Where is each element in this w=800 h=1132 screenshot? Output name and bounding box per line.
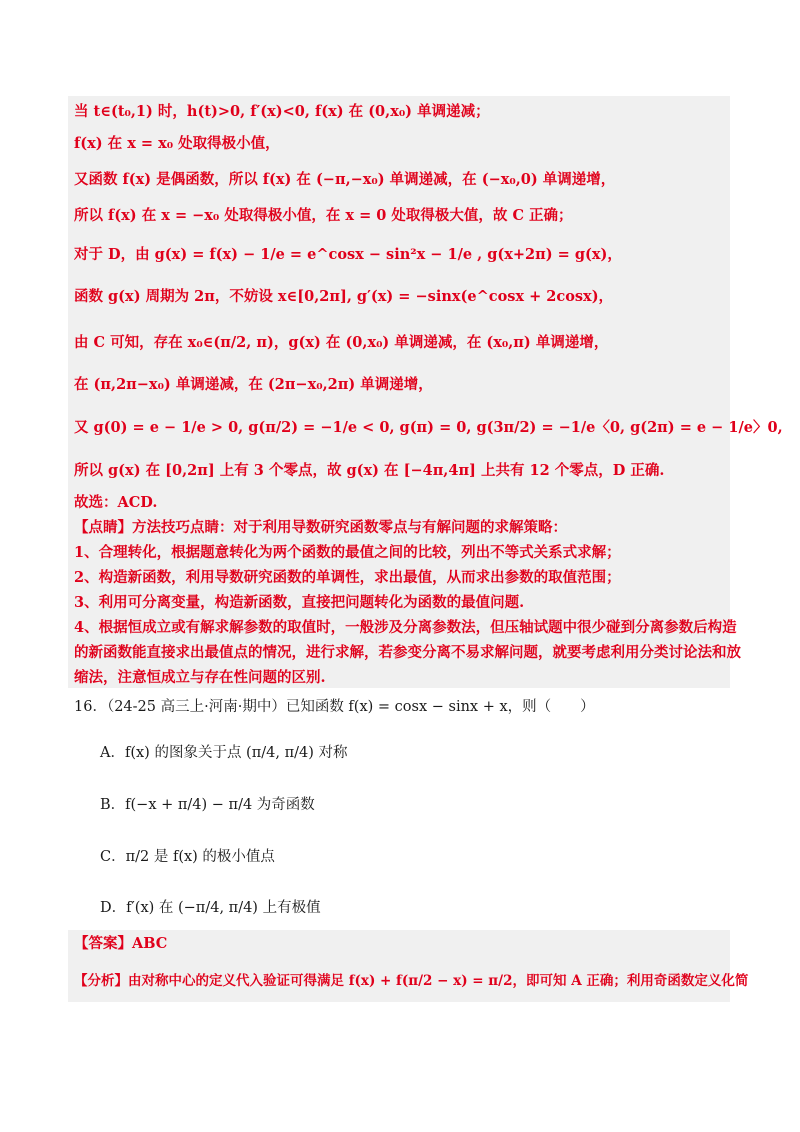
solution-line-7: 由 C 可知，存在 x₀∈(π/2, π)，g(x) 在 (0,x₀) 单调递减，在 (x₀,π) 单调递增， [74, 334, 609, 351]
solution-line-10: 所以 g(x) 在 [0,2π] 上有 3 个零点，故 g(x) 在 [−4π,4π] 上共有 12 个零点，D 正确. [74, 462, 665, 479]
question-stem: 16．（24-25 高三上·河南·期中）已知函数 f(x) = cosx − sinx + x，则（ ） [74, 699, 595, 715]
option-a: A．f(x) 的图象关于点 (π/4, π/4) 对称 [100, 745, 348, 761]
option-c: C．π/2 是 f(x) 的极小值点 [100, 849, 275, 865]
solution-line-2: f(x) 在 x = x₀ 处取得极小值， [74, 135, 280, 152]
answer-label: 【答案】ABC [74, 935, 168, 952]
tip-item-4-cont-1: 的新函数能直接求出最值点的情况，进行求解，若参变分离不易求解问题，就要考虑利用分类讨论法和放 [74, 644, 741, 661]
tip-item-3: 3、利用可分离变量，构造新函数，直接把问题转化为函数的最值问题. [74, 594, 525, 611]
solution-line-8: 在 (π,2π−x₀) 单调递减，在 (2π−x₀,2π) 单调递增， [74, 376, 433, 393]
tip-item-4: 4、根据恒成立或有解求解参数的取值时，一般涉及分离参数法，但压轴试题中很少碰到分离参数后构造 [74, 619, 737, 636]
tip-item-1: 1、合理转化，根据题意转化为两个函数的最值之间的比较，列出不等式关系式求解； [74, 544, 621, 561]
option-d: D．f′(x) 在 (−π/4, π/4) 上有极值 [100, 900, 321, 916]
option-b: B．f(−x + π/4) − π/4 为奇函数 [100, 797, 315, 813]
solution-line-1: 当 t∈(t₀,1) 时，h(t)>0, f′(x)<0, f(x) 在 (0,x₀) 单调递减； [74, 103, 490, 120]
solution-line-5: 对于 D，由 g(x) = f(x) − 1/e = e^cosx − sin²x − 1/e , g(x+2π) = g(x)， [74, 246, 622, 263]
analysis-text: 【分析】由对称中心的定义代入验证可得满足 f(x) + f(π/2 − x) = π/2，即可知 A 正确；利用奇函数定义化简 [74, 973, 749, 989]
solution-line-6: 函数 g(x) 周期为 2π，不妨设 x∈[0,2π], g′(x) = −sinx(e^cosx + 2cosx)， [74, 288, 614, 305]
tip-heading: 【点睛】方法技巧点睛：对于利用导数研究函数零点与有解问题的求解策略： [74, 519, 567, 536]
solution-conclusion: 故选：ACD. [74, 494, 158, 511]
solution-line-9: 又 g(0) = e − 1/e > 0, g(π/2) = −1/e < 0, g(π) = 0, g(3π/2) = −1/e〈0, g(2π) = e − 1/e〉0, [74, 419, 783, 436]
solution-line-4: 所以 f(x) 在 x = −x₀ 处取得极小值，在 x = 0 处取得极大值，故 C 正确； [74, 207, 573, 224]
tip-item-4-cont-2: 缩法，注意恒成立与存在性问题的区别. [74, 669, 326, 686]
solution-line-3: 又函数 f(x) 是偶函数，所以 f(x) 在 (−π,−x₀) 单调递减，在 (−x₀,0) 单调递增， [74, 171, 616, 188]
tip-item-2: 2、构造新函数，利用导数研究函数的单调性，求出最值，从而求出参数的取值范围； [74, 569, 621, 586]
